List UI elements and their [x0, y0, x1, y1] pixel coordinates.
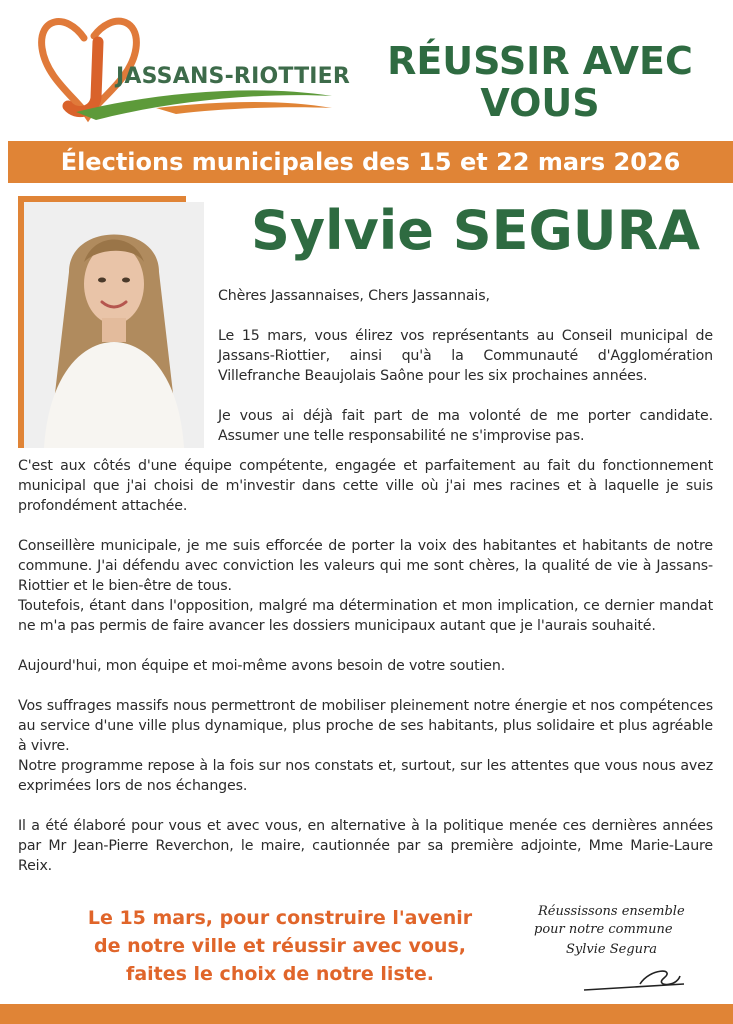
slogan-line-1: RÉUSSIR AVEC — [387, 39, 693, 83]
slogan — [360, 40, 720, 124]
letter-paragraph-6: Aujourd'hui, mon équipe et moi-même avons besoin de votre soutien. — [18, 658, 506, 674]
slogan-line-2: VOUS — [480, 81, 600, 125]
closing-line-1: Le 15 mars, pour construire l'avenir — [87, 907, 473, 929]
signature-line-2: pour notre commune — [534, 922, 673, 937]
letter-greeting: Chères Jassannaises, Chers Jassannais, — [218, 288, 490, 304]
logo-text: JASSANS-RIOTTIER — [116, 64, 351, 89]
footer-bar — [0, 1004, 733, 1024]
letter-paragraph-3: C'est aux côtés d'une équipe compétente, engagée et parfaitement au fait du fonctionnement municipal que j'ai choisi de m'investir dans cette ville où j'ai mes racines et à laquelle je suis profondément attachée. — [18, 458, 713, 514]
candidate-name: Sylvie SEGURA — [250, 199, 701, 262]
letter-paragraph-1: Le 15 mars, vous élirez vos représentants au Conseil municipal de Jassans-Riottier, ainsi qu'à la Communauté d'Agglomération Villefranche Beaujolais Saône pour les six prochaines années. — [218, 328, 713, 384]
election-banner: Élections municipales des 15 et 22 mars 2026 — [8, 141, 733, 183]
signature-line-3: Sylvie Segura — [566, 942, 657, 957]
letter-paragraph-2: Je vous ai déjà fait part de ma volonté de me porter candidate. Assumer une telle responsabilité ne s'improvise pas. — [218, 408, 713, 444]
candidate-photo — [24, 202, 204, 448]
signature-scribble-icon — [580, 962, 690, 998]
letter-paragraph-7: Vos suffrages massifs nous permettront de mobiliser pleinement notre énergie et nos compétences au service d'une ville plus dynamique, plus proche de ses habitants, plus solidaire et plus agréable à vivre. — [18, 698, 713, 754]
closing-line-2: de notre ville et réussir avec vous, — [93, 935, 466, 957]
letter-paragraph-4: Conseillère municipale, je me suis efforcée de porter la voix des habitantes et habitants de notre commune. J'ai défendu avec conviction les valeurs qui me sont chères, la qualité de vie à Jassans-Riottier et le bien-être de tous. — [18, 538, 713, 594]
letter-body — [18, 456, 713, 876]
letter-paragraph-5: Toutefois, étant dans l'opposition, malgré ma détermination et mon implication, ce dernier mandat ne m'a pas permis de faire avancer les dossiers municipaux autant que je l'aurais souhaité. — [18, 598, 713, 634]
closing-line-3: faites le choix de notre liste. — [126, 963, 434, 985]
closing-call-to-action — [60, 904, 500, 988]
letter-paragraph-9: Il a été élaboré pour vous et avec vous, en alternative à la politique menée ces dernières années par Mr Jean-Pierre Reverchon, le maire, cautionnée par sa première adjointe, Mme Marie-Laure Reix. — [18, 818, 713, 874]
signature-line-1: Réussissons ensemble — [538, 904, 685, 919]
letter-intro — [218, 286, 713, 446]
logo — [36, 8, 351, 126]
letter-paragraph-8: Notre programme repose à la fois sur nos constats et, surtout, sur les attentes que vous nous avez exprimées lors de nos échanges. — [18, 758, 713, 794]
handwritten-signature — [520, 902, 720, 1002]
